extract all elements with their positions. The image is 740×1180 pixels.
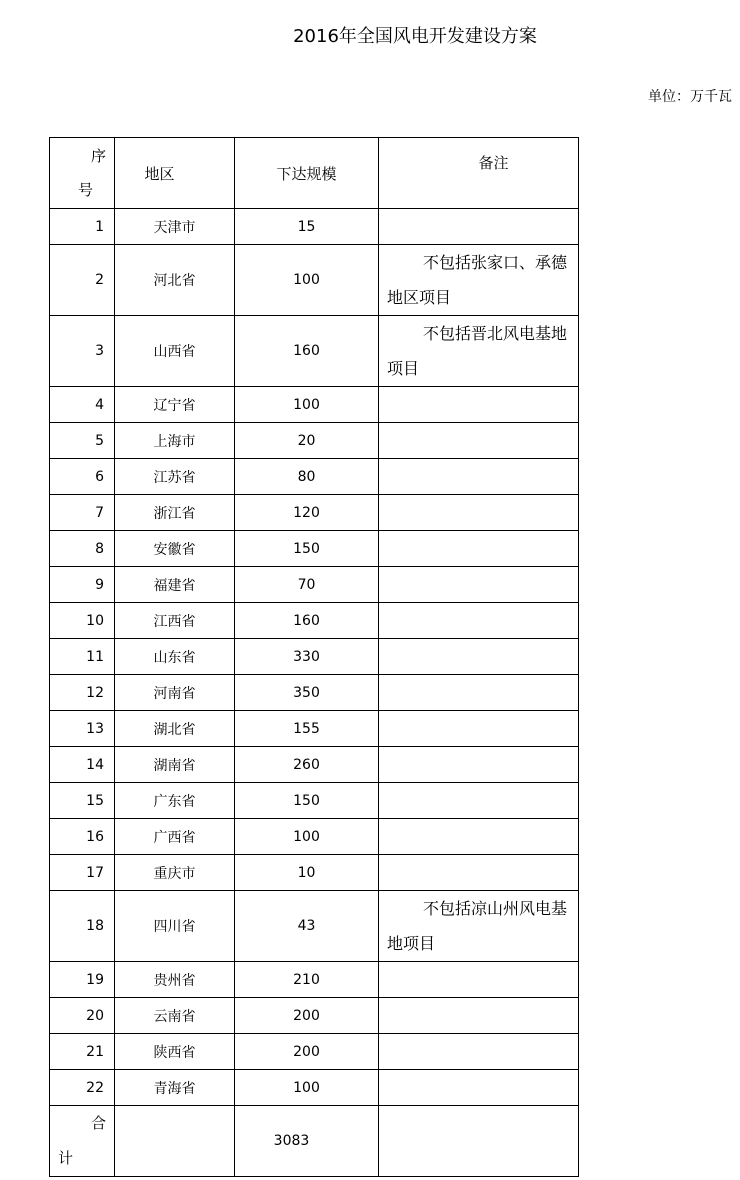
row-no-cell: 11 bbox=[50, 639, 115, 675]
row-region-cell: 重庆市 bbox=[115, 855, 235, 891]
row-remark-cell bbox=[379, 819, 579, 855]
row-scale-cell: 100 bbox=[235, 387, 379, 423]
table-row bbox=[50, 1070, 579, 1106]
row-no-cell: 3 bbox=[50, 316, 115, 387]
table-row bbox=[50, 245, 579, 316]
row-remark-cell bbox=[379, 603, 579, 639]
document-title: 2016年全国风电开发建设方案 bbox=[293, 26, 537, 47]
row-no-cell: 9 bbox=[50, 567, 115, 603]
table-row bbox=[50, 531, 579, 567]
row-no-cell: 19 bbox=[50, 962, 115, 998]
row-remark-cell bbox=[379, 209, 579, 245]
table-row bbox=[50, 495, 579, 531]
table-row bbox=[50, 675, 579, 711]
row-no-cell: 21 bbox=[50, 1034, 115, 1070]
row-region-cell: 安徽省 bbox=[115, 531, 235, 567]
table-row bbox=[50, 855, 579, 891]
row-no-cell: 13 bbox=[50, 711, 115, 747]
table-row bbox=[50, 387, 579, 423]
header-region: 地区 bbox=[115, 138, 235, 209]
table-row bbox=[50, 819, 579, 855]
row-remark-cell bbox=[379, 387, 579, 423]
row-region-cell: 辽宁省 bbox=[115, 387, 235, 423]
row-scale-cell: 160 bbox=[235, 603, 379, 639]
row-region-cell: 山西省 bbox=[115, 316, 235, 387]
row-region-cell: 浙江省 bbox=[115, 495, 235, 531]
row-no-cell: 14 bbox=[50, 747, 115, 783]
row-scale-cell: 100 bbox=[235, 1070, 379, 1106]
table-row bbox=[50, 567, 579, 603]
table-row bbox=[50, 962, 579, 998]
row-region-cell: 山东省 bbox=[115, 639, 235, 675]
wind-power-table bbox=[49, 137, 579, 1177]
row-remark-cell bbox=[379, 423, 579, 459]
row-region-cell: 广东省 bbox=[115, 783, 235, 819]
total-label: 合 计 bbox=[50, 1106, 115, 1177]
row-remark-cell bbox=[379, 711, 579, 747]
row-scale-cell: 155 bbox=[235, 711, 379, 747]
row-region-cell: 上海市 bbox=[115, 423, 235, 459]
table-row bbox=[50, 316, 579, 387]
table-row bbox=[50, 1034, 579, 1070]
row-region-cell: 河北省 bbox=[115, 245, 235, 316]
row-region-cell: 陕西省 bbox=[115, 1034, 235, 1070]
row-no-cell: 1 bbox=[50, 209, 115, 245]
row-remark-cell: 不包括张家口、承德地区项目 bbox=[379, 245, 579, 316]
header-no: 序 号 bbox=[50, 138, 115, 209]
row-scale-cell: 150 bbox=[235, 783, 379, 819]
header-scale: 下达规模 bbox=[235, 138, 379, 209]
row-region-cell: 贵州省 bbox=[115, 962, 235, 998]
row-scale-cell: 100 bbox=[235, 819, 379, 855]
row-no-cell: 8 bbox=[50, 531, 115, 567]
row-remark-cell bbox=[379, 962, 579, 998]
row-no-cell: 16 bbox=[50, 819, 115, 855]
row-scale-cell: 350 bbox=[235, 675, 379, 711]
row-no-cell: 12 bbox=[50, 675, 115, 711]
row-scale-cell: 20 bbox=[235, 423, 379, 459]
row-no-cell: 7 bbox=[50, 495, 115, 531]
row-remark-cell bbox=[379, 567, 579, 603]
table-row bbox=[50, 711, 579, 747]
table-row bbox=[50, 783, 579, 819]
row-remark-cell bbox=[379, 1070, 579, 1106]
total-row bbox=[50, 1106, 579, 1177]
row-no-cell: 10 bbox=[50, 603, 115, 639]
row-no-cell: 4 bbox=[50, 387, 115, 423]
table-row bbox=[50, 603, 579, 639]
row-no-cell: 22 bbox=[50, 1070, 115, 1106]
table-row bbox=[50, 747, 579, 783]
row-no-cell: 6 bbox=[50, 459, 115, 495]
row-scale-cell: 150 bbox=[235, 531, 379, 567]
row-scale-cell: 10 bbox=[235, 855, 379, 891]
row-scale-cell: 80 bbox=[235, 459, 379, 495]
row-region-cell: 云南省 bbox=[115, 998, 235, 1034]
total-value: 3083 bbox=[235, 1106, 379, 1177]
row-no-cell: 15 bbox=[50, 783, 115, 819]
row-remark-cell bbox=[379, 639, 579, 675]
table-row bbox=[50, 459, 579, 495]
row-region-cell: 青海省 bbox=[115, 1070, 235, 1106]
row-region-cell: 福建省 bbox=[115, 567, 235, 603]
row-remark-cell bbox=[379, 675, 579, 711]
header-remark: 备注 bbox=[379, 138, 579, 209]
row-region-cell: 江西省 bbox=[115, 603, 235, 639]
row-scale-cell: 43 bbox=[235, 891, 379, 962]
table-row bbox=[50, 423, 579, 459]
row-region-cell: 湖南省 bbox=[115, 747, 235, 783]
row-remark-cell bbox=[379, 495, 579, 531]
table-row bbox=[50, 639, 579, 675]
unit-label: 单位：万千瓦 bbox=[648, 89, 732, 105]
table-row bbox=[50, 998, 579, 1034]
row-remark-cell bbox=[379, 998, 579, 1034]
row-scale-cell: 15 bbox=[235, 209, 379, 245]
row-scale-cell: 200 bbox=[235, 1034, 379, 1070]
row-region-cell: 江苏省 bbox=[115, 459, 235, 495]
row-scale-cell: 160 bbox=[235, 316, 379, 387]
row-scale-cell: 120 bbox=[235, 495, 379, 531]
row-scale-cell: 210 bbox=[235, 962, 379, 998]
table-row bbox=[50, 209, 579, 245]
row-remark-cell bbox=[379, 459, 579, 495]
row-scale-cell: 70 bbox=[235, 567, 379, 603]
row-scale-cell: 200 bbox=[235, 998, 379, 1034]
row-remark-cell bbox=[379, 855, 579, 891]
row-scale-cell: 100 bbox=[235, 245, 379, 316]
row-region-cell: 河南省 bbox=[115, 675, 235, 711]
row-remark-cell bbox=[379, 531, 579, 567]
row-remark-cell bbox=[379, 783, 579, 819]
row-region-cell: 四川省 bbox=[115, 891, 235, 962]
row-remark-cell: 不包括凉山州风电基地项目 bbox=[379, 891, 579, 962]
row-region-cell: 天津市 bbox=[115, 209, 235, 245]
table-row bbox=[50, 891, 579, 962]
row-no-cell: 5 bbox=[50, 423, 115, 459]
row-region-cell: 广西省 bbox=[115, 819, 235, 855]
row-no-cell: 2 bbox=[50, 245, 115, 316]
row-scale-cell: 260 bbox=[235, 747, 379, 783]
row-no-cell: 20 bbox=[50, 998, 115, 1034]
row-remark-cell bbox=[379, 1034, 579, 1070]
row-remark-cell bbox=[379, 747, 579, 783]
row-remark-cell: 不包括晋北风电基地项目 bbox=[379, 316, 579, 387]
row-scale-cell: 330 bbox=[235, 639, 379, 675]
row-no-cell: 18 bbox=[50, 891, 115, 962]
row-region-cell: 湖北省 bbox=[115, 711, 235, 747]
table-header-row bbox=[50, 138, 579, 209]
row-no-cell: 17 bbox=[50, 855, 115, 891]
total-remark-cell bbox=[379, 1106, 579, 1177]
total-region-cell bbox=[115, 1106, 235, 1177]
